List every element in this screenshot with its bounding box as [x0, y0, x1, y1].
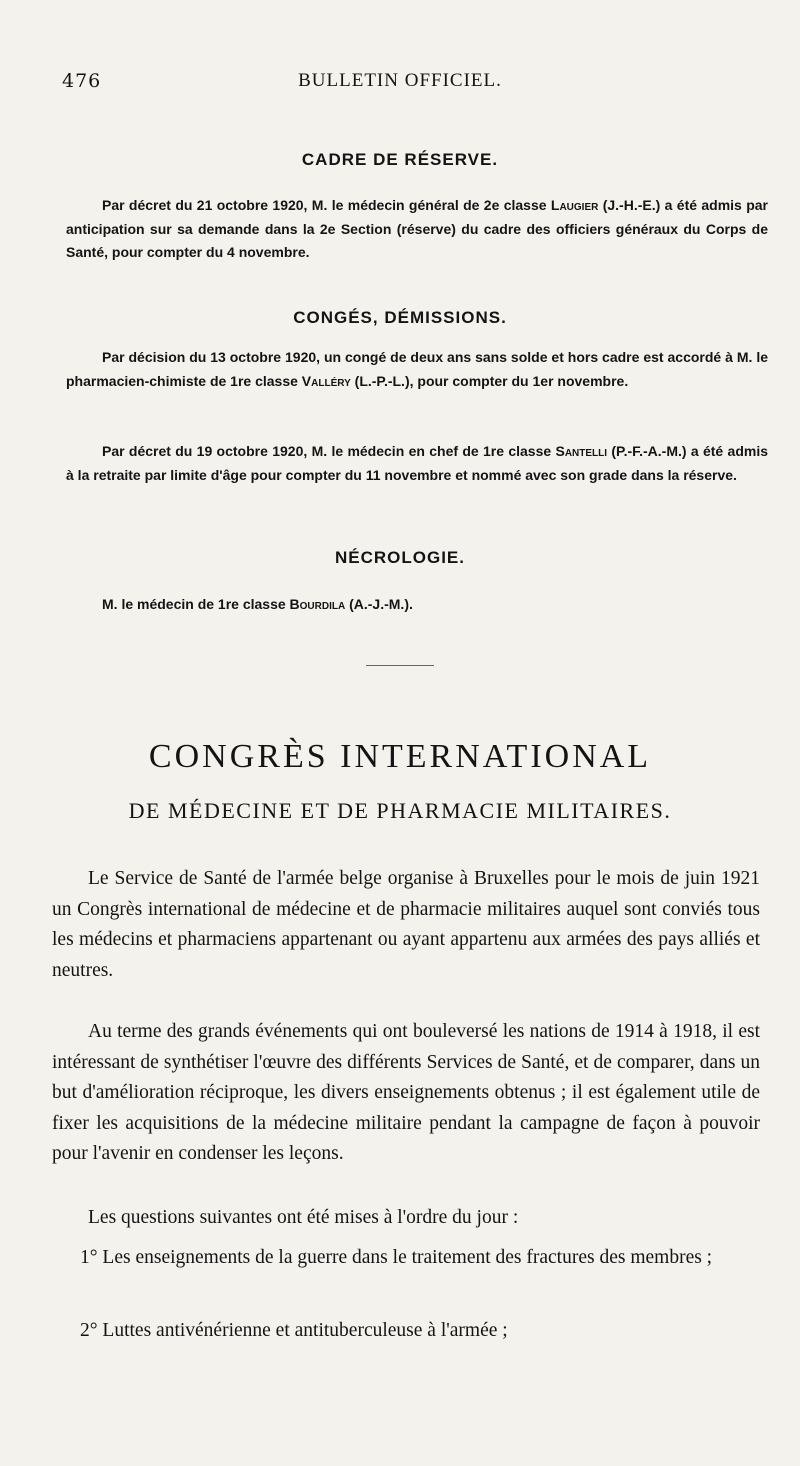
- person-name: Bourdila: [289, 596, 346, 612]
- paragraph-santelli: Par décret du 19 octobre 1920, M. le médecin en chef de 1re classe Santelli (P.-F.-A.-M.) a été admis à la retraite par limite d'âge pour compter du 11 novembre et nommé avec son grade dans la réserve.: [66, 443, 768, 483]
- person-name: Santelli: [555, 443, 608, 459]
- person-name: Valléry: [301, 372, 351, 389]
- running-head: [62, 70, 738, 100]
- person-name: Laugier: [550, 197, 599, 213]
- page-number: 476: [62, 70, 102, 92]
- section-heading-cadre-de-reserve: CADRE DE RÉSERVE.: [301, 150, 499, 169]
- paragraph-laugier: Par décret du 21 octobre 1920, M. le médecin général de 2e classe Laugier (J.-H.-E.) a été admis par anticipation sur sa demande dans la 2e Section (réserve) du cadre des officiers généraux du Corps de Santé, pour compter du 4 novembre.: [66, 197, 768, 260]
- list-item-1: 1° Les enseignements de la guerre dans le traitement des fractures des membres ;: [80, 1247, 713, 1268]
- paragraph-bourdila: M. le médecin de 1re classe Bourdila (A.-J.-M.).: [102, 596, 413, 612]
- section-divider: [366, 665, 434, 666]
- list-item-2: 2° Luttes antivénérienne et antituberculeuse à l'armée ;: [80, 1320, 508, 1341]
- article-paragraph-1: Le Service de Santé de l'armée belge organise à Bruxelles pour le mois de juin 1921 un Congrès international de médecine et de pharmacie militaires auquel sont conviés tous les médecins et pharmaciens appartenant ou ayant appartenu aux armées des pays alliés et neutres.: [52, 868, 760, 981]
- article-paragraph-3: Les questions suivantes ont été mises à l'ordre du jour :: [88, 1207, 519, 1228]
- journal-title: BULLETIN OFFICIEL.: [298, 70, 502, 91]
- section-heading-necrologie: NÉCROLOGIE.: [334, 548, 465, 567]
- article-title: CONGRÈS INTERNATIONAL: [148, 738, 652, 775]
- article-paragraph-2: Au terme des grands événements qui ont bouleversé les nations de 1914 à 1918, il est intéressant de synthétiser l'œuvre des différents Services de Santé, et de comparer, dans un but d'amélioration réciproque, les divers enseignements obtenus ; il est également utile de fixer les acquisitions de la médecine militaire pendant la campagne de façon à pouvoir pour l'avenir en condenser les leçons.: [52, 1021, 760, 1164]
- section-heading-conges-demissions: CONGÉS, DÉMISSIONS.: [293, 308, 507, 327]
- paragraph-vallery: Par décision du 13 octobre 1920, un congé de deux ans sans solde et hors cadre est accordé à M. le pharmacien-chimiste de 1re classe Valléry (L.-P.-L.), pour compter du 1er novembre.: [66, 349, 768, 389]
- article-subtitle: DE MÉDECINE ET DE PHARMACIE MILITAIRES.: [128, 798, 672, 823]
